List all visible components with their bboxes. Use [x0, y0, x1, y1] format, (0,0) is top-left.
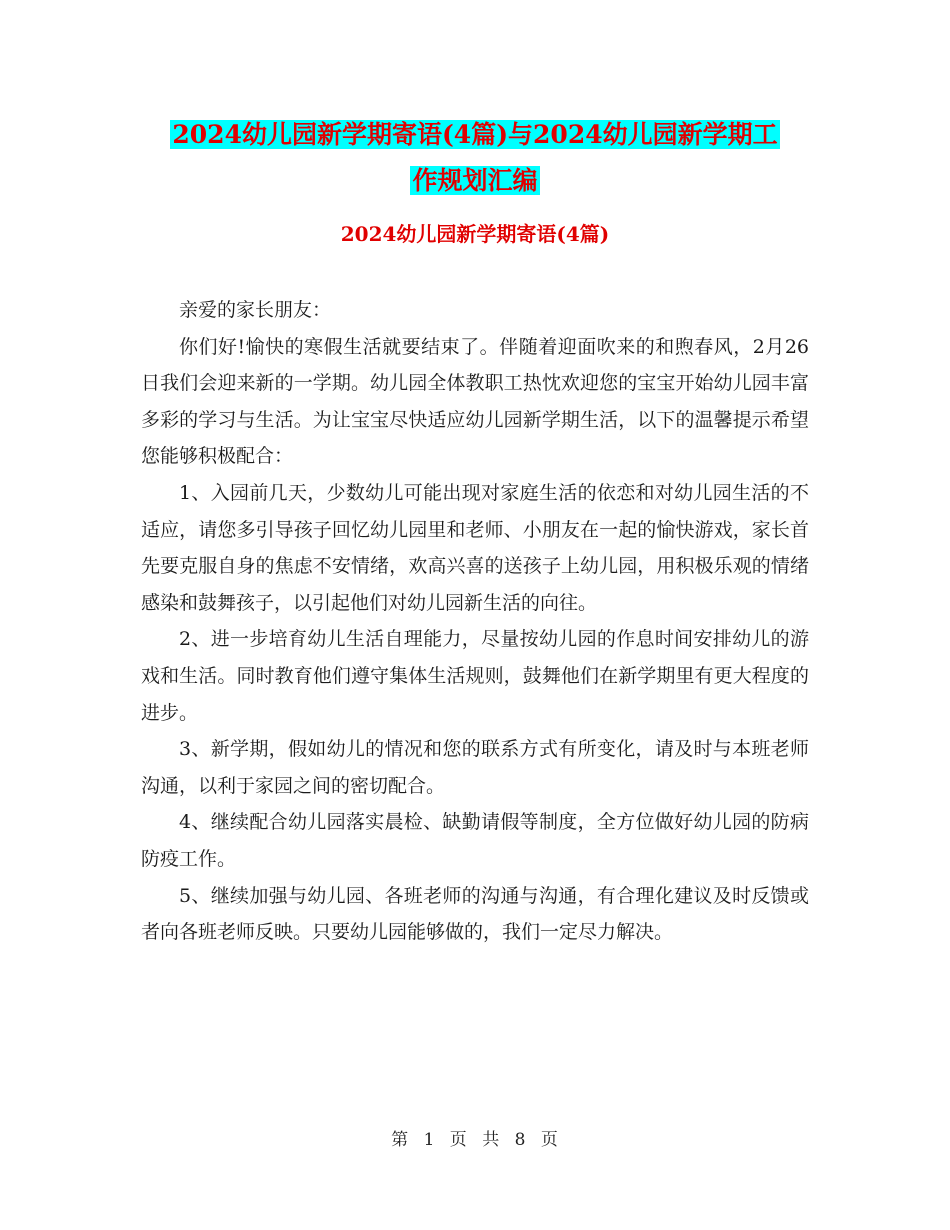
- document-title: [0, 112, 950, 204]
- footer-label-ye-2: 页: [540, 1130, 559, 1150]
- page-number-current: 1: [423, 1130, 436, 1150]
- document-body: [141, 292, 809, 951]
- footer-label-gong: 共: [482, 1130, 501, 1150]
- salutation: 亲爱的家长朋友：: [179, 299, 332, 321]
- footer-label-ye: 页: [449, 1130, 468, 1150]
- page-number-total: 8: [514, 1130, 527, 1150]
- page-footer: [0, 1125, 950, 1150]
- intro-paragraph: 你们好!愉快的寒假生活就要结束了。伴随着迎面吹来的和煦春风，2月26日我们会迎来新的一学期。幼儿园全体教职工热忱欢迎您的宝宝开始幼儿园丰富多彩的学习与生活。为让宝宝尽快适应幼儿园新学期生活，以下的温馨提示希望您能够积极配合：: [141, 335, 809, 468]
- footer-label-di: 第: [391, 1130, 410, 1150]
- section-subtitle: 2024幼儿园新学期寄语(4篇): [340, 222, 610, 246]
- title-line-2: 作规划汇编: [412, 166, 538, 195]
- title-line-1: 2024幼儿园新学期寄语(4篇)与2024幼儿园新学期工: [172, 120, 778, 149]
- item-paragraph-1: 1、入园前几天，少数幼儿可能出现对家庭生活的依恋和对幼儿园生活的不适应，请您多引导孩子回忆幼儿园里和老师、小朋友在一起的愉快游戏，家长首先要克服自身的焦虑不安情绪，欢高兴喜的送孩子上幼儿园，用积极乐观的情绪感染和鼓舞孩子，以引起他们对幼儿园新生活的向往。: [141, 481, 809, 614]
- item-paragraph-3: 3、新学期，假如幼儿的情况和您的联系方式有所变化，请及时与本班老师沟通，以利于家园之间的密切配合。: [141, 738, 809, 797]
- item-paragraph-4: 4、继续配合幼儿园落实晨检、缺勤请假等制度，全方位做好幼儿园的防病防疫工作。: [141, 811, 809, 870]
- item-paragraph-2: 2、进一步培育幼儿生活自理能力，尽量按幼儿园的作息时间安排幼儿的游戏和生活。同时教育他们遵守集体生活规则，鼓舞他们在新学期里有更大程度的进步。: [141, 628, 809, 724]
- item-paragraph-5: 5、继续加强与幼儿园、各班老师的沟通与沟通，有合理化建议及时反馈或者向各班老师反映。只要幼儿园能够做的，我们一定尽力解决。: [141, 884, 809, 944]
